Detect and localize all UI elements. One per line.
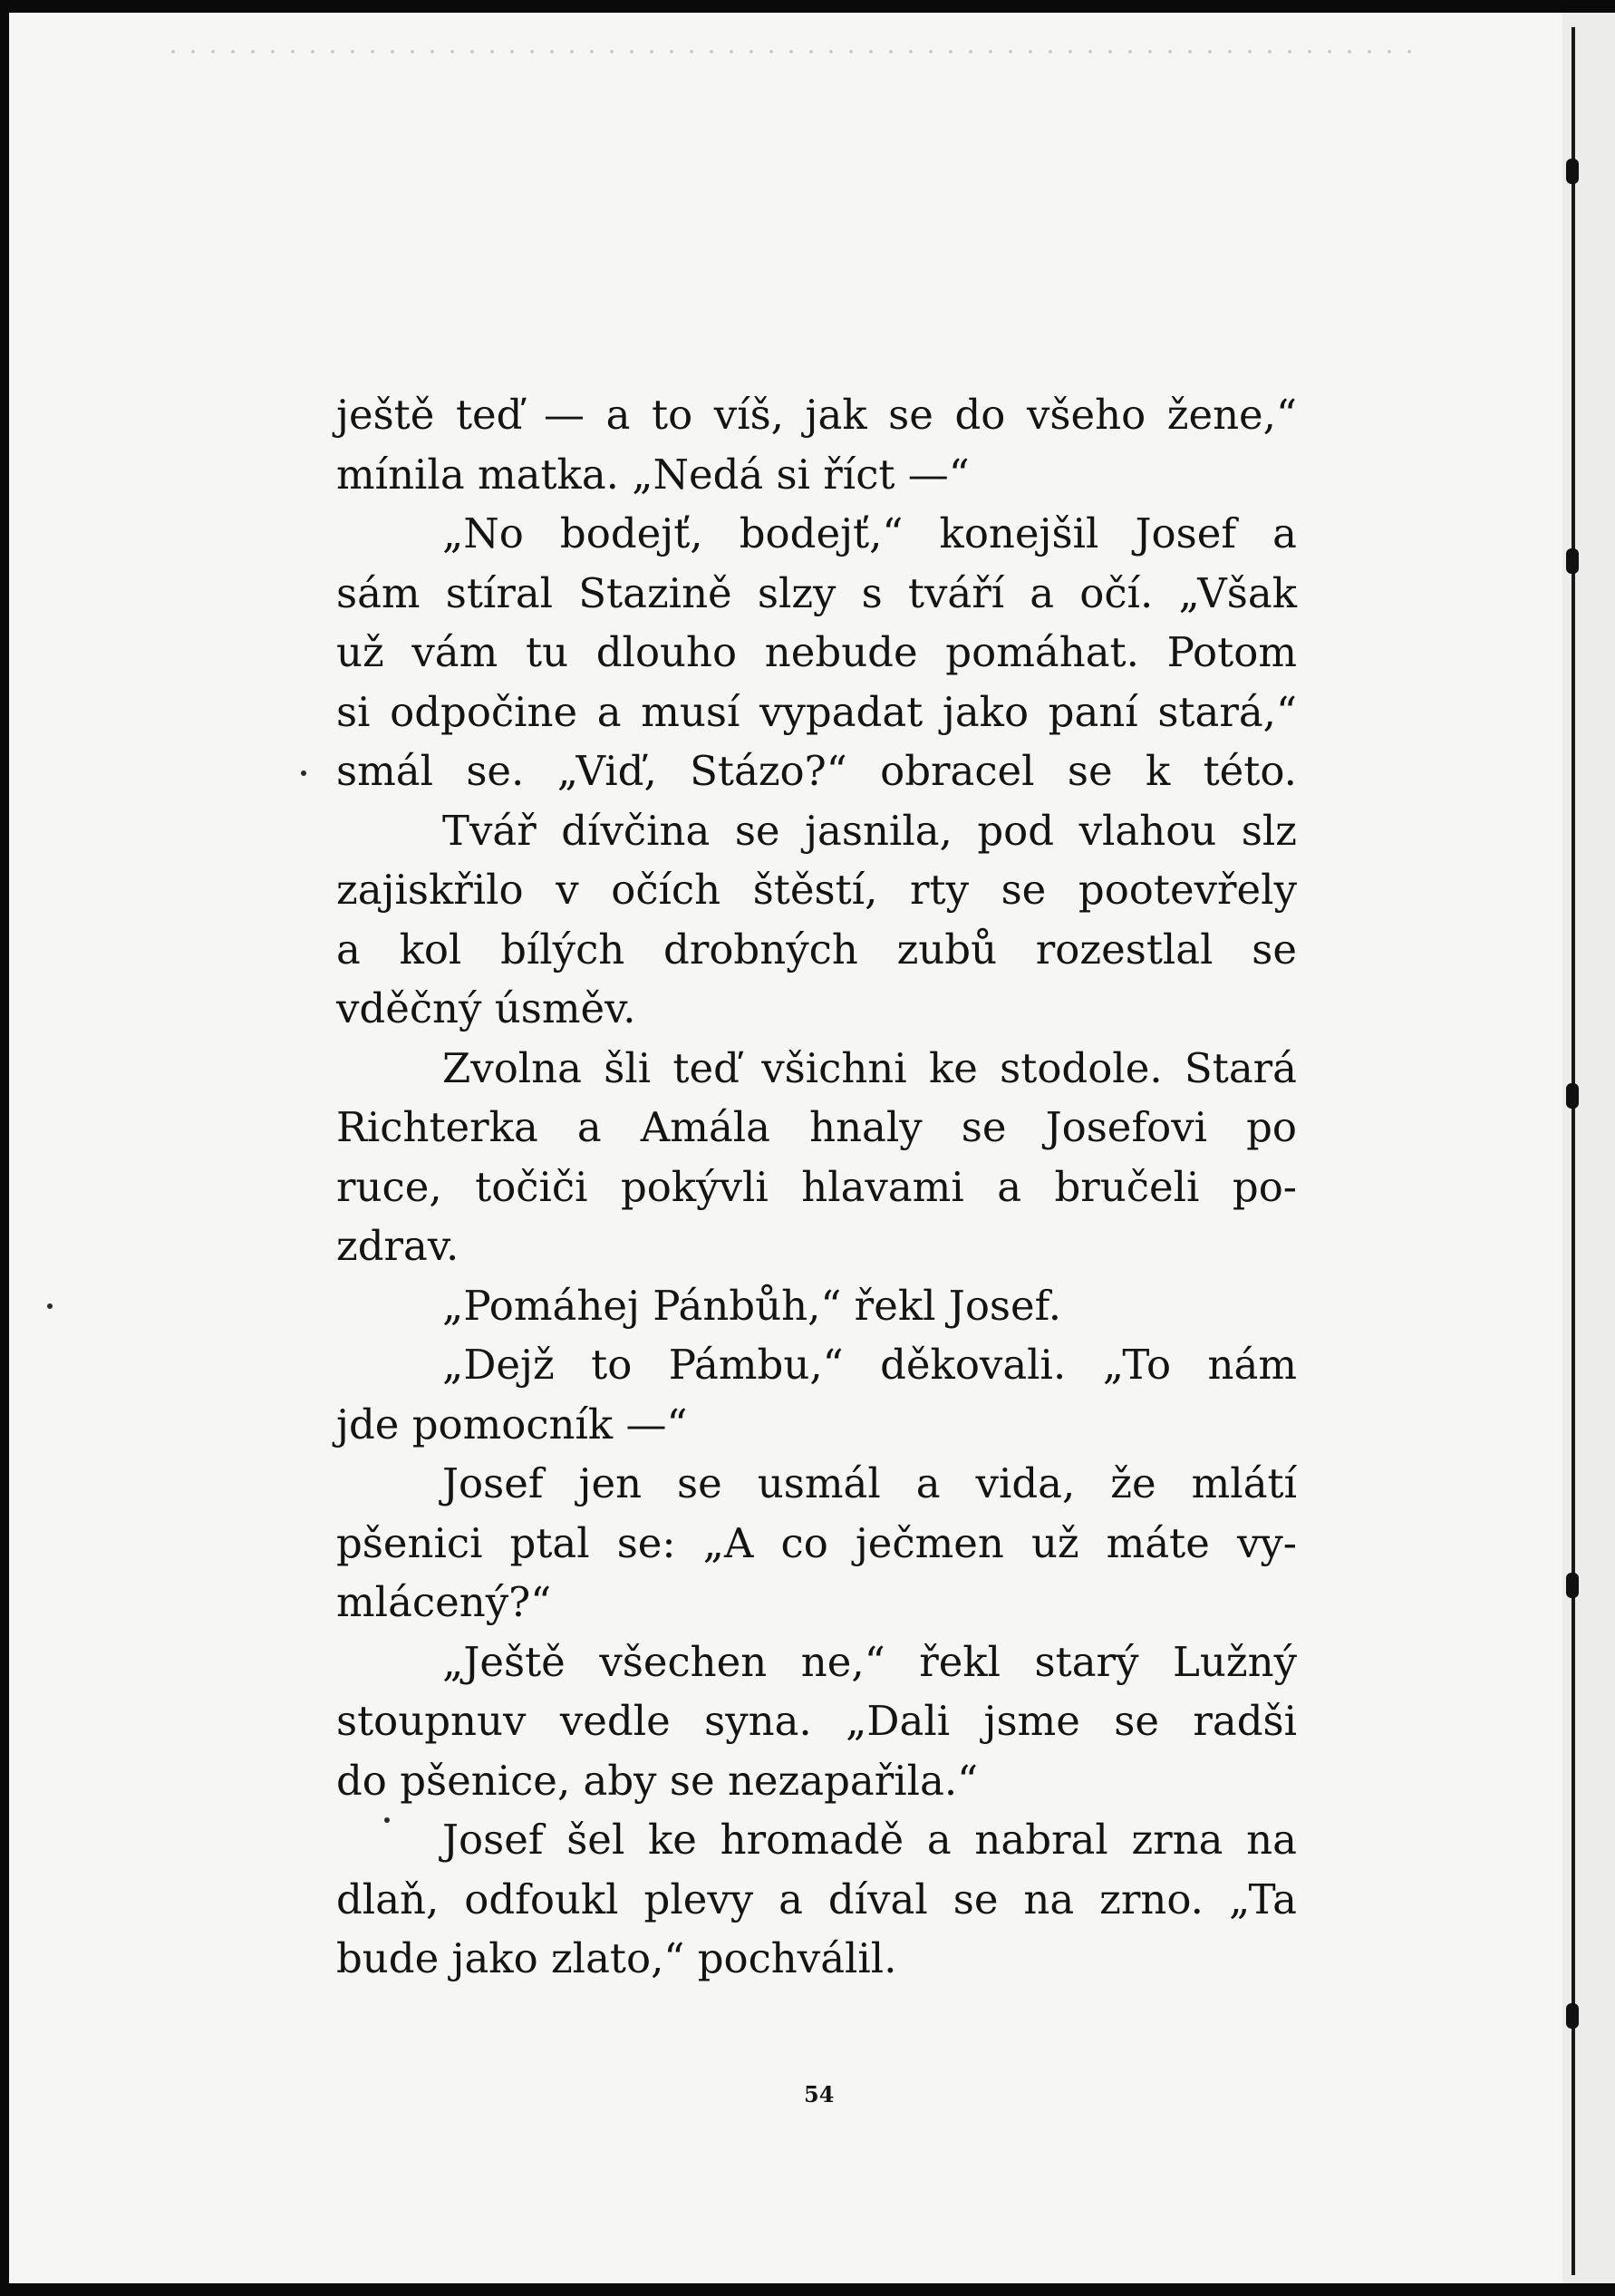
binding-edge [1562,13,1615,2283]
binding-line [1571,27,1575,2275]
binding-mark [1566,1573,1579,1598]
text-line: „No bodejť, bodejť,“ konejšil Josef a [442,509,1297,557]
stray-mark [301,770,306,776]
binding-mark [1566,159,1579,184]
text-line: Zvolna šli teď všichni ke stodole. Stará [442,1043,1297,1092]
text-line: stoupnuv vedle syna. „Dali jsme se radši [336,1697,1297,1745]
binding-mark [1566,548,1579,574]
text-line: vděčný úsměv. [336,984,636,1032]
text-line: už vám tu dlouho nebude pomáhat. Potom [336,628,1297,676]
text-line: mlácený?“ [336,1578,552,1626]
text-line: „Dejž to Pámbu,“ děkovali. „To nám [442,1341,1297,1389]
stray-mark [47,1303,53,1309]
text-line: Tvář dívčina se jasnila, pod vlahou slz [442,806,1297,855]
text-line: ruce, točiči pokývli hlavami a bručeli po- [336,1162,1297,1211]
text-line: zajiskřilo v očích štěstí, rty se pootevřely [336,866,1297,914]
text-line: smál se. „Viď, Stázo?“ obracel se k této. [336,747,1297,795]
text-line: jde pomocník —“ [336,1400,688,1448]
page-number: 54 [804,2081,835,2107]
text-line: Richterka a Amála hnaly se Josefovi po [336,1103,1297,1151]
binding-mark [1566,2003,1579,2029]
text-line: Josef šel ke hromadě a nabral zrna na [442,1816,1297,1864]
body-text [336,385,1297,1989]
text-line: pšenici ptal se: „A co ječmen už máte vy- [336,1518,1297,1567]
text-line: si odpočine a musí vypadat jako paní stará,“ [336,687,1297,736]
binding-mark [1566,1083,1579,1109]
text-line: bude jako zlato,“ pochválil. [336,1934,897,1982]
text-line: a kol bílých drobných zubů rozestlal se [336,925,1297,974]
text-line: „Ještě všechen ne,“ řekl starý Lužný [442,1637,1297,1686]
text-line: do pšenice, aby se nezapařila.“ [336,1756,979,1805]
text-line: ještě teď — a to víš, jak se do všeho žene,“ [336,391,1297,439]
text-line: Josef jen se usmál a vida, že mlátí [442,1459,1297,1507]
text-line: zdrav. [336,1222,459,1270]
text-line: sám stíral Stazině slzy s tváří a očí. „Však [336,568,1297,617]
scan-specks [163,49,1414,54]
text-line: „Pomáhej Pánbůh,“ řekl Josef. [442,1281,1061,1330]
text-line: mínila matka. „Nedá si říct —“ [336,450,970,499]
text-line: dlaň, odfoukl plevy a díval se na zrno. „Ta [336,1875,1297,1923]
